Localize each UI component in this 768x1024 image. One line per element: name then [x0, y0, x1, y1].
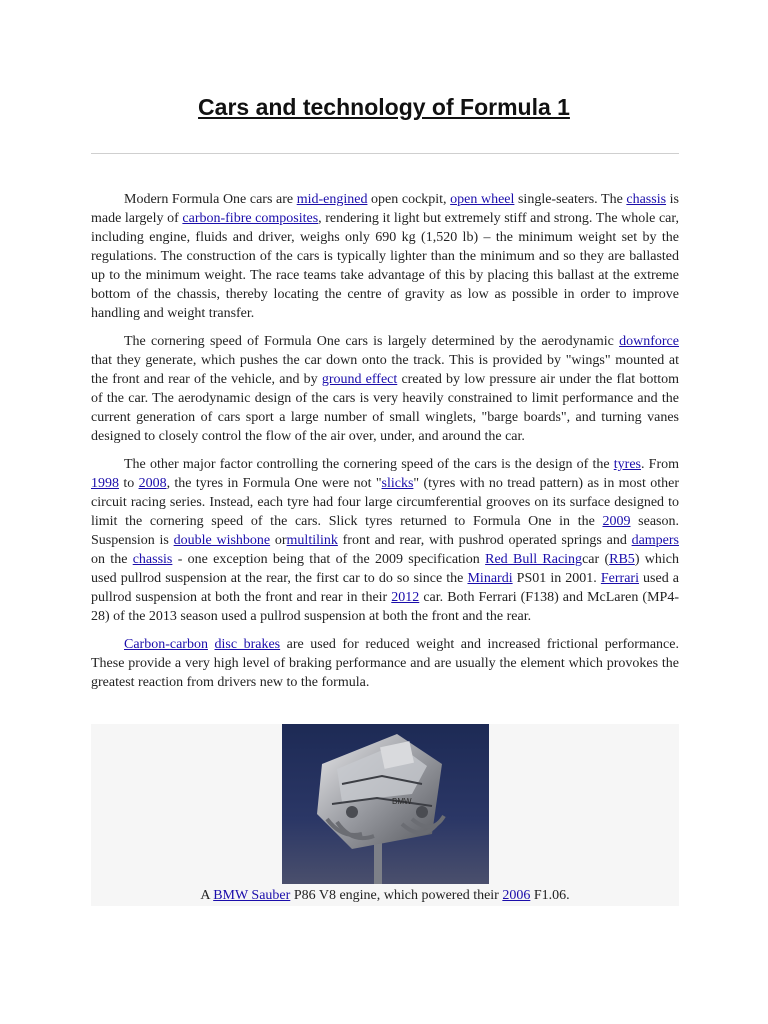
- link-red-bull-racing[interactable]: Red Bull Racing: [485, 552, 583, 567]
- page-title: Cars and technology of Formula 1: [198, 94, 570, 120]
- text-run: - one exception being that of the 2009 specification: [172, 552, 486, 567]
- text-run: used a pullrod suspension at both the front and rear in their: [91, 571, 679, 605]
- text-run: ) which used pullrod suspension at the rear, the first car to do so since the: [91, 552, 679, 586]
- paragraph: [91, 455, 679, 626]
- text-run: The cornering speed of Formula One cars is largely determined by the aerodynamic: [124, 334, 620, 349]
- link-open-wheel[interactable]: open wheel: [450, 192, 515, 207]
- link-1998[interactable]: 1998: [91, 476, 119, 491]
- text-run: season. Suspension is: [91, 514, 679, 548]
- text-run: single-seaters. The: [514, 192, 627, 207]
- text-run: F1.06.: [530, 888, 570, 903]
- text-run: . From: [640, 457, 679, 472]
- text-run: is made largely of: [91, 192, 679, 226]
- link-downforce[interactable]: downforce: [619, 334, 679, 349]
- text-run: or: [270, 533, 287, 548]
- engine-figure: [91, 724, 679, 906]
- link-disc-brakes[interactable]: disc brakes: [214, 637, 281, 652]
- link-minardi[interactable]: Minardi: [467, 571, 513, 586]
- article-body: [91, 190, 679, 701]
- text-run: on the: [91, 552, 133, 567]
- link-bmw-sauber[interactable]: BMW Sauber: [213, 888, 291, 903]
- link-carbon-fibre-composites[interactable]: carbon-fibre composites: [182, 211, 319, 226]
- text-run: are used for reduced weight and increased frictional performance. These provide a very high level of braking performance and are usually the element which provokes the greatest reaction from drivers new to the formula.: [91, 637, 679, 690]
- text-run: car. Both Ferrari (F138) and McLaren (MP4-28) of the 2013 season used a pullrod suspension at both the front and the rear.: [91, 590, 679, 624]
- link-dampers[interactable]: dampers: [631, 533, 679, 548]
- link-carbon-carbon[interactable]: Carbon-carbon: [124, 637, 208, 652]
- link-double-wishbone[interactable]: double wishbone: [173, 533, 271, 548]
- link-rb5[interactable]: RB5: [609, 552, 635, 567]
- link-chassis[interactable]: chassis: [626, 192, 667, 207]
- link-2009[interactable]: 2009: [602, 514, 631, 529]
- text-run: created by low pressure air under the flat bottom of the car. The aerodynamic design of the cars is very heavily constrained to limit performance and the current generation of cars sport a large number of small winglets, "barge boards", and turning vanes designed to closely control the flow of the air over, under, and around the car.: [91, 372, 680, 444]
- text-run: The other major factor controlling the cornering speed of the cars is the design of the: [124, 457, 614, 472]
- text-run: A: [200, 888, 214, 903]
- link-mid-engined[interactable]: mid-engined: [296, 192, 368, 207]
- text-run: front and rear, with pushrod operated springs and: [337, 533, 632, 548]
- text-run: , the tyres in Formula One were not ": [166, 476, 382, 491]
- link-2006[interactable]: 2006: [502, 888, 531, 903]
- text-run: car (: [582, 552, 610, 567]
- text-run: that they generate, which pushes the car down onto the track. This is provided by "wings" mounted at the front and rear of the vehicle, and by: [91, 353, 679, 387]
- engine-logo-text: BMW: [391, 797, 412, 806]
- title-divider: [91, 153, 679, 154]
- link-slicks[interactable]: slicks: [381, 476, 414, 491]
- paragraph: [91, 190, 679, 323]
- link-chassis[interactable]: chassis: [132, 552, 173, 567]
- link-ground-effect[interactable]: ground effect: [321, 372, 398, 387]
- text-run: open cockpit,: [367, 192, 451, 207]
- text-run: , rendering it light but extremely stiff and strong. The whole car, including engine, fluids and driver, weighs only 690 kg (1,520 lb) – the minimum weight set by the regulations. The construction of the cars is typically lighter than the minimum and so they are ballasted up to the minimum weight. The race teams take advantage of this by placing this ballast at the extreme bottom of the chassis, thereby locating the centre of gravity as low as possible in order to improve handling and weight transfer.: [91, 211, 679, 321]
- link-multilink[interactable]: multilink: [286, 533, 338, 548]
- text-run: Modern Formula One cars are: [124, 192, 297, 207]
- text-run: " (tyres with no tread pattern) as in most other circuit racing series. Instead, each tyre had four large circumferential grooves on its surface designed to limit the cornering speed of the cars. Slick tyres returned to Formula One in the: [91, 476, 679, 529]
- text-run: P86 V8 engine, which powered their: [290, 888, 503, 903]
- engine-photo: [282, 724, 489, 884]
- paragraph: [91, 635, 679, 692]
- link-2012[interactable]: 2012: [391, 590, 420, 605]
- link-ferrari[interactable]: Ferrari: [600, 571, 639, 586]
- paragraph: [91, 332, 679, 446]
- figure-caption: [91, 887, 679, 905]
- text-run: to: [119, 476, 139, 491]
- text-run: PS01 in 2001.: [512, 571, 601, 586]
- link-tyres[interactable]: tyres: [613, 457, 641, 472]
- link-2008[interactable]: 2008: [138, 476, 167, 491]
